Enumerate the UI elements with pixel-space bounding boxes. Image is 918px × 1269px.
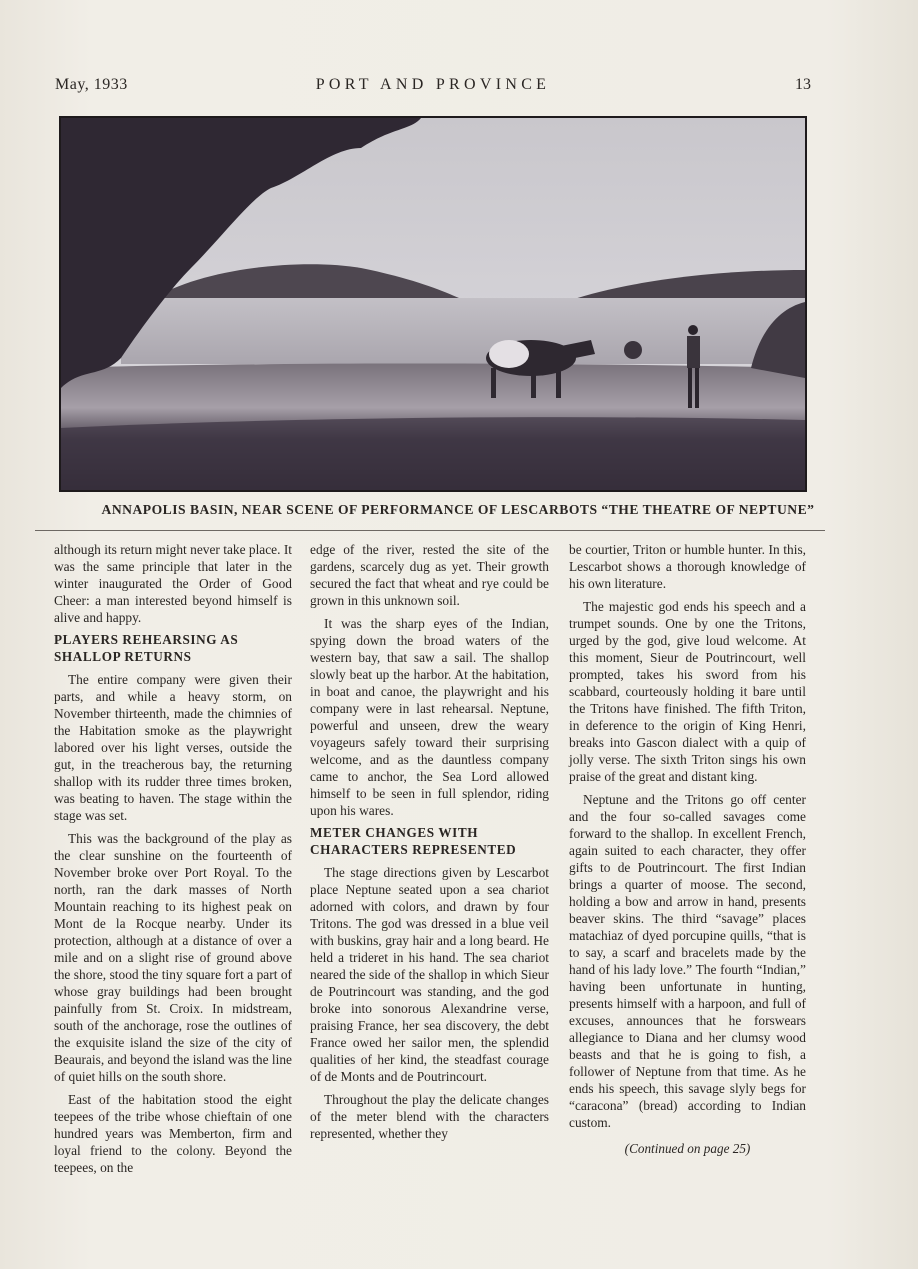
paragraph: East of the habitation stood the eight teepees of the tribe whose chieftain of one hundred years was Memberton, firm and loyal friend to the colony. Beyond the teepees, on the <box>54 1092 292 1175</box>
paragraph: Neptune and the Tritons go off center and the four so-called savages come forward to the shallop. In excellent French, again suited to each character, they offer gifts to de Poutrincourt. The first Indian brings a quarter of moose. The second, holding a bow and arrow in hand, presents beaver skins. The third “savage” places matachiaz of dyed porcupine quills, “that is to say, a scarf and bracelets made by the hand of his lady love.” The fourth “Indian,” having been unfortunate in hunting, presents himself with a harpoon, and full of excuses, announces that he forswears allegiance to Diana and her clumsy wood beasts and that he is going to fish, a follower of Neptune from that time. As he ends his speech, this savage slyly begs for “caracona” (bread) according to Indian custom. <box>569 792 806 1130</box>
article-column-3 <box>569 541 806 1157</box>
landscape-photo-icon <box>61 118 805 490</box>
distant-tree <box>624 341 642 359</box>
paragraph: edge of the river, rested the site of the gardens, scarcely dug as yet. Their growth secured the fact that wheat and rye could be grown in this unknown soil. <box>310 542 549 608</box>
paragraph: although its return might never take place. It was the same principle that later in the winter inaugurated the Order of Good Cheer: a man interested beyond himself is alive and happy. <box>54 542 292 625</box>
running-header <box>55 76 811 98</box>
article-column-1 <box>54 541 292 1176</box>
paragraph: be courtier, Triton or humble hunter. In this, Lescarbot shows a thorough knowledge of his own literature. <box>569 542 806 591</box>
caption-divider <box>35 530 825 531</box>
paragraph: Throughout the play the delicate changes of the meter blend with the characters represented, whether they <box>310 1092 549 1141</box>
foreground-grass <box>61 417 805 490</box>
section-heading: METER CHANGES WITH CHARACTERS REPRESENTED <box>310 825 517 857</box>
paragraph: It was the sharp eyes of the Indian, spying down the broad waters of the western bay, that saw a sail. The shallop slowly beat up the harbor. At the habitation, in boat and canoe, the playwright and his company were in last rehearsal. Neptune, powerful and unseen, drew the weary voyageurs safely toward their surprising welcome, and as the dauntless company came to anchor, the Sea Lord allowed himself to be seen in full splendor, riding upon his wares. <box>310 616 549 818</box>
landscape-photo <box>59 116 807 492</box>
magazine-title: PORT AND PROVINCE <box>315 76 551 93</box>
article-column-2 <box>310 541 549 1142</box>
paragraph: This was the background of the play as the clear sunshine on the fourteenth of November broke over Port Royal. To the north, ran the dark masses of North Mountain reaching to its highest peak on Mont de la Rocque nearby. Under its protection, although at a distance of over a mile and on a slight rise of ground above the shore, stood the tiny square fort a part of whose gray buildings had been brought painfully from St. Croix. In midstream, south of the anchorage, rose the outlines of the exquisite island the size of the city of Beaurais, and beyond the island was the line of quiet hills on the south shore. <box>54 831 292 1084</box>
basin-water <box>121 298 805 364</box>
section-heading: PLAYERS REHEARSING AS SHALLOP RETURNS <box>54 632 239 664</box>
issue-date: May, 1933 <box>55 76 128 93</box>
paragraph: The stage directions given by Lescarbot place Neptune seated upon a sea chariot adorned with colors, and drawn by four Tritons. The god was dressed in a blue veil with buskins, gray hair and a long beard. He held a trideret in his hand. The sea chariot neared the side of the shallop in which Sieur de Poutrincourt was standing, and the god broke into sonorous Alexandrine verse, praising France, her sea discovery, the debt France owed her sailor men, the splendid qualities of her kind, the steadfast courage of de Monts and de Poutrincourt. <box>310 865 549 1084</box>
continued-note: (Continued on page 25) <box>624 1141 751 1156</box>
paragraph: The entire company were given their parts, and while a heavy storm, on November thirteenth, made the chimnies of the Habitation smoke as the playwright labored over his light verses, outside the gut, in the treacherous bay, the returning shallop with its rudder three times broken, was beating to haven. The stage within the stage was set. <box>54 672 292 823</box>
page-number: 13 <box>795 76 811 93</box>
paragraph: The majestic god ends his speech and a trumpet sounds. One by one the Tritons, urged by the god, give loud welcome. At this moment, Sieur de Poutrincourt, well prompted, takes his sword from his scabbard, courteously holding it bare until the Tritons have finished. The fifth Triton, in deference to the origin of King Henri, breaks into Gascon dialect with a quip of jolly verse. The sixth Triton sings his own praise of the great and distant king. <box>569 599 806 784</box>
photo-caption: ANNAPOLIS BASIN, NEAR SCENE OF PERFORMANCE OF LESCARBOTS “THE THEATRE OF NEPTUNE” <box>101 502 815 517</box>
